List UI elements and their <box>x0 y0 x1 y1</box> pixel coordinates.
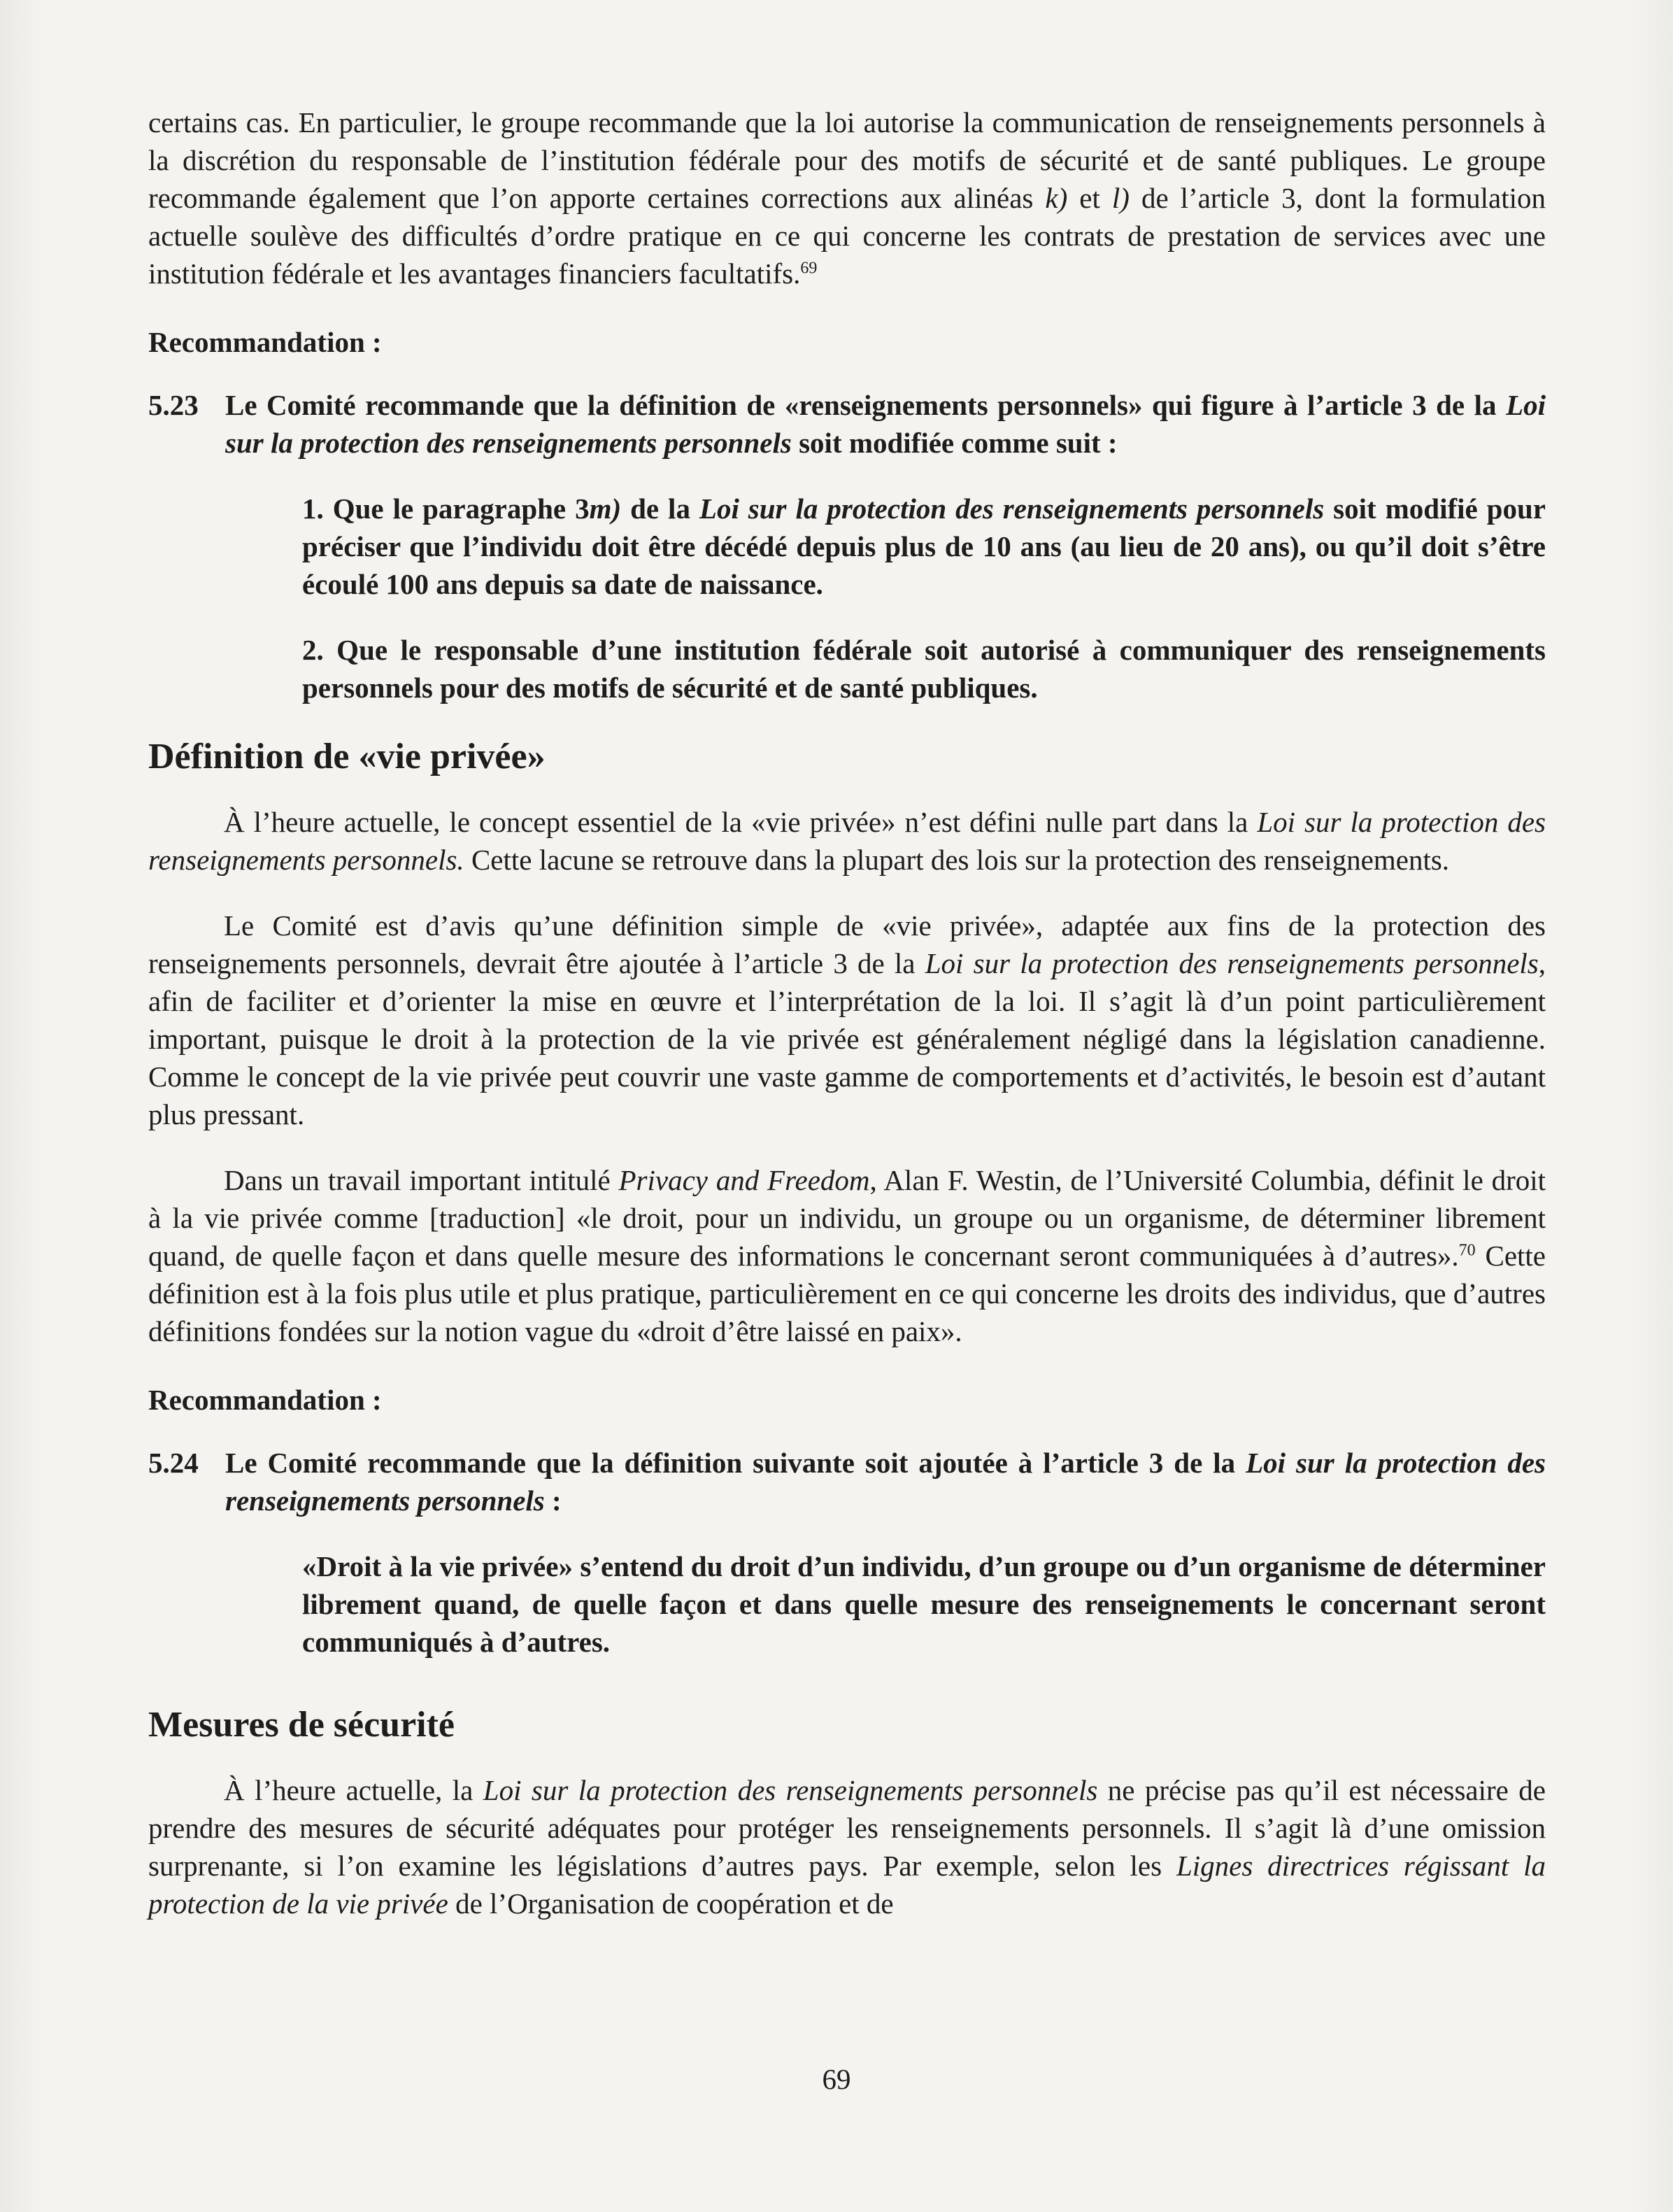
italic-run: Loi sur la protection des renseignements personnels. <box>148 806 1546 876</box>
recommendation-body <box>225 1444 1546 1519</box>
intro-paragraph <box>148 104 1546 292</box>
body-paragraph <box>148 803 1546 879</box>
italic-run: l) <box>1111 182 1130 214</box>
text-run: À l’heure actuelle, la <box>224 1774 483 1806</box>
definition-quote: «Droit à la vie privée» s’entend du droit d’un individu, d’un groupe ou d’un organisme de déterminer librement quand, de quelle façon et dans quelle mesure des renseignements le concernant seront communiqués à d’autres. <box>302 1550 1546 1658</box>
text-run: , afin de faciliter et d’orienter la mise en œuvre et l’interprétation de la loi. Il s’agit là d’un point particulièrement important, puisque le droit à la protection de la vie privée est généralement négligé dans la législation canadienne. Comme le concept de la vie privée peut couvrir une vaste gamme de comportements et d’activités, le besoin est d’autant plus pressant. <box>148 947 1546 1130</box>
text-run: Cette lacune se retrouve dans la plupart des lois sur la protection des renseignements. <box>464 844 1450 876</box>
text-run: 1. Que le paragraphe 3 <box>302 492 590 525</box>
recommendation-5-24 <box>148 1444 1546 1519</box>
italic-run: Loi sur la protection des renseignements personnels <box>225 389 1546 459</box>
body-paragraph <box>148 907 1546 1133</box>
text-run: ne précise pas qu’il est nécessaire de prendre des mesures de sécurité adéquates pour protéger les renseignements personnels. Il s’agit là d’une omission surprenante, si l’on examine les législations d’autres pays. Par exemple, selon les <box>148 1774 1546 1882</box>
text-run: Dans un travail important intitulé <box>224 1164 619 1196</box>
recommendation-number: 5.24 <box>148 1447 199 1479</box>
section-heading: Définition de «vie privée» <box>148 737 546 777</box>
italic-run: Privacy and Freedom <box>618 1164 870 1196</box>
text-run: Le Comité recommande que la définition suivante soit ajoutée à l’article 3 de la <box>225 1447 1246 1479</box>
italic-run: k) <box>1045 182 1068 214</box>
text-run: Cette définition est à la fois plus utile et plus pratique, particulièrement en ce qui concerne les droits des individus, que d’autres définitions fondées sur la notion vague du «droit d’être laissé en paix». <box>148 1240 1546 1347</box>
recommendation-label: Recommandation : <box>148 326 382 358</box>
footnote-ref: 70 <box>1458 1241 1476 1260</box>
text-run: Le Comité recommande que la définition de «renseignements personnels» qui figure à l’article 3 de la <box>225 389 1507 421</box>
italic-run: Loi sur la protection des renseignements personnels <box>699 492 1325 525</box>
page-content <box>148 104 1546 1922</box>
body-paragraph <box>148 1771 1546 1922</box>
text-run: de la <box>621 492 699 525</box>
recommendation-item-2: 2. Que le responsable d’une institution fédérale soit autorisé à communiquer des renseignements personnels pour des motifs de sécurité et de santé publiques. <box>302 634 1546 704</box>
text-run: Le Comité est d’avis qu’une définition simple de «vie privée», adaptée aux fins de la protection des renseignements personnels, devrait être ajoutée à l’article 3 de la <box>148 909 1546 979</box>
recommendation-text <box>225 386 1546 462</box>
recommendation-label: Recommandation : <box>148 1384 382 1416</box>
italic-run: Loi sur la protection des renseignements personnels <box>225 1447 1546 1517</box>
section-heading: Mesures de sécurité <box>148 1705 455 1745</box>
body-paragraph <box>148 1161 1546 1350</box>
text-run: certains cas. En particulier, le groupe recommande que la loi autorise la communication de renseignements personnels à la discrétion du responsable de l’institution fédérale pour des motifs de sécurité et de santé publiques. Le groupe recommande également que l’on apporte certaines corrections aux alinéas <box>148 106 1546 214</box>
footnote-ref: 69 <box>800 259 818 278</box>
text-run: À l’heure actuelle, le concept essentiel de la «vie privée» n’est défini nulle part dans la <box>224 806 1258 838</box>
recommendation-item-1 <box>302 490 1546 603</box>
recommendation-number: 5.23 <box>148 389 199 421</box>
text-run: et <box>1067 182 1112 214</box>
text-run: de l’Organisation de coopération et de <box>448 1887 894 1920</box>
italic-run: m) <box>589 492 622 525</box>
italic-run: Loi sur la protection des renseignements personnels <box>925 947 1539 979</box>
recommendation-body <box>225 386 1546 462</box>
italic-run: Lignes directrices régissant la protection de la vie privée <box>148 1850 1546 1920</box>
text-run: soit modifiée comme suit : <box>791 427 1118 459</box>
italic-run: Loi sur la protection des renseignements personnels <box>483 1774 1098 1806</box>
text-run: soit modifié pour préciser que l’individu doit être décédé depuis plus de 10 ans (au lieu de 20 ans), ou qu’il doit s’être écoulé 100 ans depuis sa date de naissance. <box>302 492 1546 600</box>
text-run: , Alan F. Westin, de l’Université Columbia, définit le droit à la vie privée comme [traduction] «le droit, pour un individu, un groupe ou un organisme, de déterminer librement quand, de quelle façon et dans quelle mesure des informations le concernant seront communiquées à d’autres». <box>148 1164 1546 1272</box>
recommendation-5-23 <box>148 386 1546 462</box>
text-run: : <box>544 1484 562 1517</box>
page-number: 69 <box>822 2063 851 2095</box>
text-run: de l’article 3, dont la formulation actuelle soulève des difficultés d’ordre pratique en ce qui concerne les contrats de prestation de services avec une institution fédérale et les avantages financiers facultatifs. <box>148 182 1546 290</box>
recommendation-text <box>225 1444 1546 1519</box>
